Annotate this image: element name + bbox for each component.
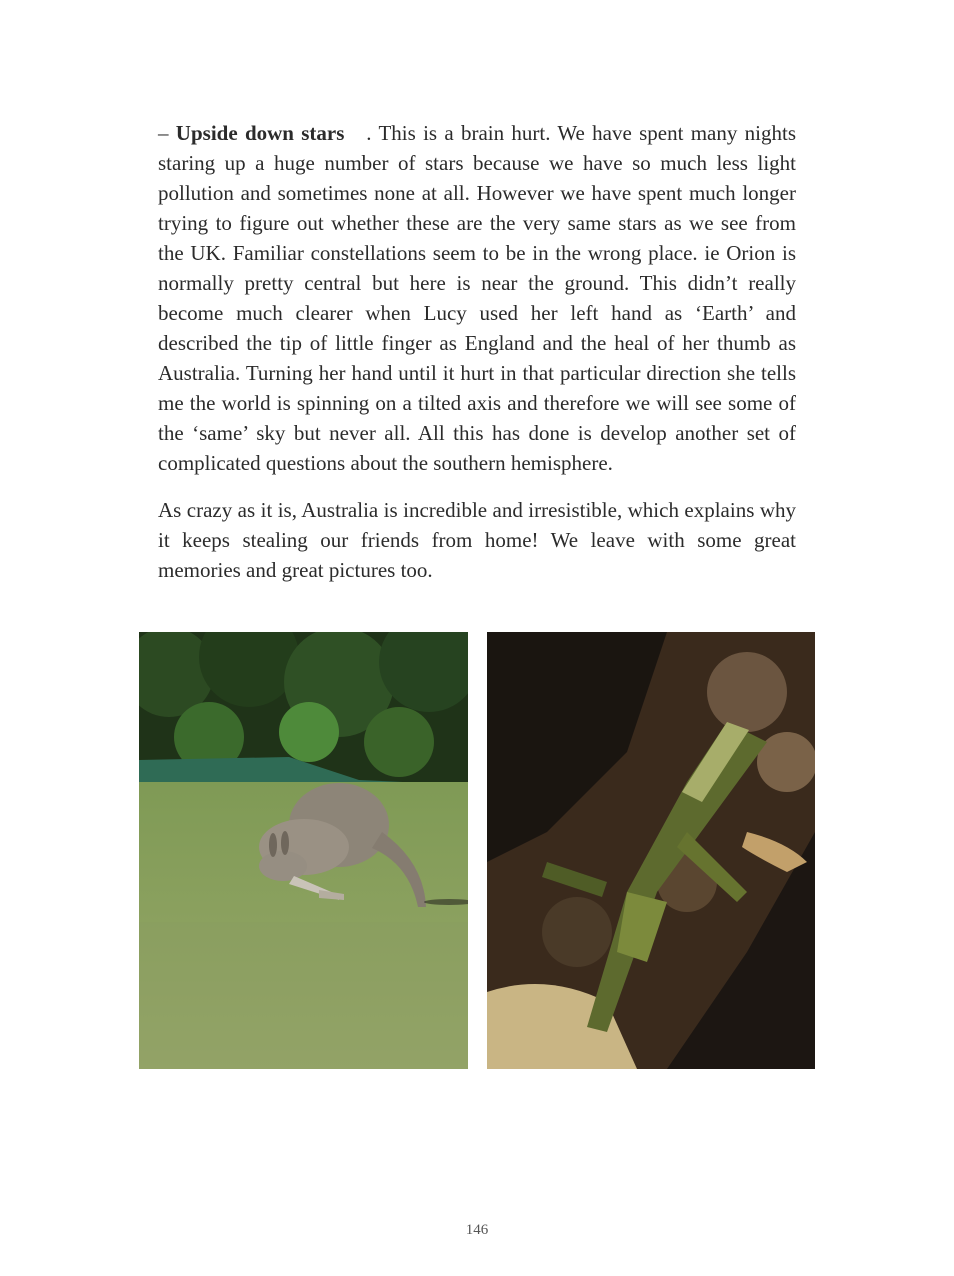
body-text [158,118,796,585]
kangaroo-photo [139,632,468,1069]
lizard-photo [487,632,815,1069]
paragraph-closing: As crazy as it is, Australia is incredible and irresistible, which explains why it keeps stealing our friends from home! We leave with some great memories and great pictures too. [158,498,796,582]
paragraph-text: . This is a brain hurt. We have spent many nights staring up a huge number of stars because we have so much less light pollution and sometimes none at all. However we have spent much longer trying to figure out whether these are the very same stars as we see from the UK. Familiar constellations seem to be in the wrong place. ie Orion is normally pretty central but here is near the ground. This didn’t really become much clearer when Lucy used her left hand as ‘Earth’ and described the tip of little finger as England and the heal of her thumb as Australia. Turning her hand until it hurt in that particular direction she tells me the world is spinning on a tilted axis and therefore we will see some of the ‘same’ sky but never all. All this has done is develop another set of complicated questions about the southern hemisphere. [158,121,797,475]
lead-dash: – [158,121,176,145]
paragraph-upside-down-stars [158,118,796,478]
page-number: 146 [465,1222,489,1238]
section-heading: Upside down stars [175,121,345,145]
